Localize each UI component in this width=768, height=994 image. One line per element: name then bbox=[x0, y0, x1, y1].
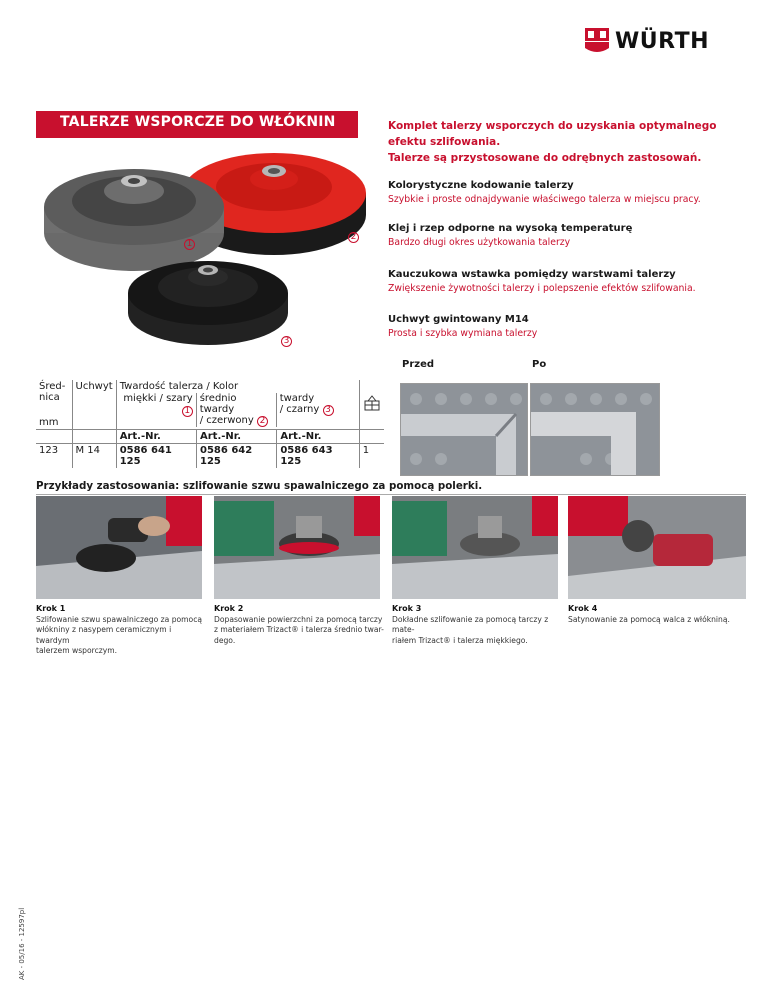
section-title: Przykłady zastosowania: szlifowanie szwu spawalniczego za pomocą polerki. bbox=[36, 480, 483, 492]
spec-table bbox=[36, 380, 384, 468]
disk-number-2: 2 bbox=[348, 232, 359, 243]
step-text: z materiałem Trizact® i talerza średnio twar- bbox=[214, 625, 384, 634]
cell-holder: M 14 bbox=[72, 444, 116, 469]
th-diameter-2: nica bbox=[39, 392, 60, 403]
step-heading: Krok 2 bbox=[214, 604, 244, 613]
num-1: 1 bbox=[182, 406, 193, 417]
step-1 bbox=[36, 604, 206, 657]
wurth-wordmark: WÜRTH bbox=[615, 28, 710, 54]
feature-color-coding bbox=[388, 179, 748, 207]
feature-heading: Kolorystyczne kodowanie talerzy bbox=[388, 180, 574, 191]
th-diameter-unit: mm bbox=[39, 417, 59, 428]
backing-pads-image bbox=[36, 145, 376, 365]
after-photo bbox=[530, 383, 660, 476]
num-3: 3 bbox=[323, 405, 334, 416]
cell-art-medium: 0586 642 125 bbox=[197, 444, 277, 469]
cell-art-hard: 0586 643 125 bbox=[277, 444, 359, 469]
step-3-photo bbox=[392, 496, 558, 599]
step-text: riałem Trizact® i talerza miękkiego. bbox=[392, 635, 528, 645]
feature-heading: Kauczukowa wstawka pomiędzy warstwami talerzy bbox=[388, 269, 676, 280]
feature-text: Bardzo długi okres użytkowania talerzy bbox=[388, 237, 571, 248]
th-medium-1: średnio twardy bbox=[199, 393, 237, 415]
backing-pads-illustration bbox=[36, 145, 376, 365]
th-diameter bbox=[36, 380, 72, 430]
art-label-hard: Art.-Nr. bbox=[277, 430, 359, 444]
title-rule bbox=[36, 137, 358, 138]
cell-qty: 1 bbox=[359, 444, 384, 469]
th-soft bbox=[117, 393, 197, 427]
step-text: dego. bbox=[214, 635, 236, 645]
intro-line-2: efektu szlifowania. bbox=[388, 136, 501, 148]
package-icon bbox=[363, 394, 381, 412]
disk-number-3: 3 bbox=[281, 336, 292, 347]
step-2-image bbox=[214, 496, 380, 599]
section-rule bbox=[36, 494, 746, 495]
step-2-photo bbox=[214, 496, 380, 599]
feature-rubber-insert bbox=[388, 268, 748, 296]
feature-text: Zwiększenie żywotności talerzy i polepszenie efektów szlifowania. bbox=[388, 283, 696, 294]
step-1-image bbox=[36, 496, 202, 599]
art-label-medium: Art.-Nr. bbox=[197, 430, 277, 444]
step-heading: Krok 4 bbox=[568, 604, 598, 613]
step-heading: Krok 3 bbox=[392, 604, 422, 613]
step-1-photo bbox=[36, 496, 202, 599]
step-3 bbox=[392, 604, 566, 646]
th-soft-label: miękki / szary bbox=[123, 393, 193, 404]
intro-text bbox=[388, 118, 728, 166]
step-text: włókniny z nasypem ceramicznym i twardym bbox=[36, 625, 172, 645]
feature-adhesive bbox=[388, 222, 748, 250]
step-4-photo bbox=[568, 496, 746, 599]
th-hard-2: / czarny bbox=[279, 404, 320, 415]
th-hardness bbox=[116, 380, 359, 430]
table-row bbox=[36, 444, 384, 469]
wurth-logo-icon bbox=[585, 28, 609, 54]
before-photo bbox=[400, 383, 528, 476]
cell-art-soft: 0586 641 125 bbox=[116, 444, 196, 469]
th-medium-2: / czerwony bbox=[199, 415, 254, 426]
feature-thread bbox=[388, 313, 748, 341]
step-4 bbox=[568, 604, 748, 625]
cell-diameter: 123 bbox=[36, 444, 72, 469]
disk-number-1: 1 bbox=[184, 239, 195, 250]
step-4-image bbox=[568, 496, 746, 599]
step-text: Dokładne szlifowanie za pomocą tarczy z mate- bbox=[392, 614, 549, 634]
feature-heading: Klej i rzep odporne na wysoką temperaturę bbox=[388, 223, 633, 234]
th-holder: Uchwyt bbox=[72, 380, 116, 430]
feature-text: Szybkie i proste odnajdywanie właściwego talerza w miejscu pracy. bbox=[388, 194, 701, 205]
th-medium bbox=[197, 393, 277, 427]
step-text: Dopasowanie powierzchni za pomocą tarczy bbox=[214, 614, 383, 624]
step-heading: Krok 1 bbox=[36, 604, 66, 613]
intro-line-3: Talerze są przystosowane do odrębnych zastosowań. bbox=[388, 152, 702, 164]
th-hard bbox=[277, 393, 359, 427]
wurth-logo bbox=[585, 28, 709, 54]
step-2 bbox=[214, 604, 384, 646]
feature-text: Prosta i szybka wymiana talerzy bbox=[388, 328, 538, 339]
page-title: TALERZE WSPORCZE DO WŁÓKNIN bbox=[60, 114, 336, 130]
th-hard-1: twardy bbox=[279, 393, 315, 404]
th-hardness-label: Twardość talerza / Kolor bbox=[119, 381, 239, 392]
page-title-bar bbox=[36, 111, 358, 137]
step-text: talerzem wsporczym. bbox=[36, 646, 118, 655]
after-photo-image bbox=[531, 384, 660, 476]
before-photo-image bbox=[401, 384, 528, 476]
intro-line-1: Komplet talerzy wsporczych do uzyskania optymalnego bbox=[388, 120, 717, 132]
step-text: Satynowanie za pomocą walca z włókniną. bbox=[568, 614, 730, 624]
art-label-soft: Art.-Nr. bbox=[116, 430, 196, 444]
th-diameter-1: Śred- bbox=[39, 381, 66, 392]
footer-code: AK - 05/16 - 12597pl bbox=[18, 907, 26, 980]
after-label: Po bbox=[532, 359, 547, 370]
th-package bbox=[359, 380, 384, 430]
step-text: Szlifowanie szwu spawalniczego za pomocą bbox=[36, 614, 203, 624]
step-3-image bbox=[392, 496, 558, 599]
num-2: 2 bbox=[257, 416, 268, 427]
before-label: Przed bbox=[402, 359, 435, 370]
feature-heading: Uchwyt gwintowany M14 bbox=[388, 314, 529, 325]
